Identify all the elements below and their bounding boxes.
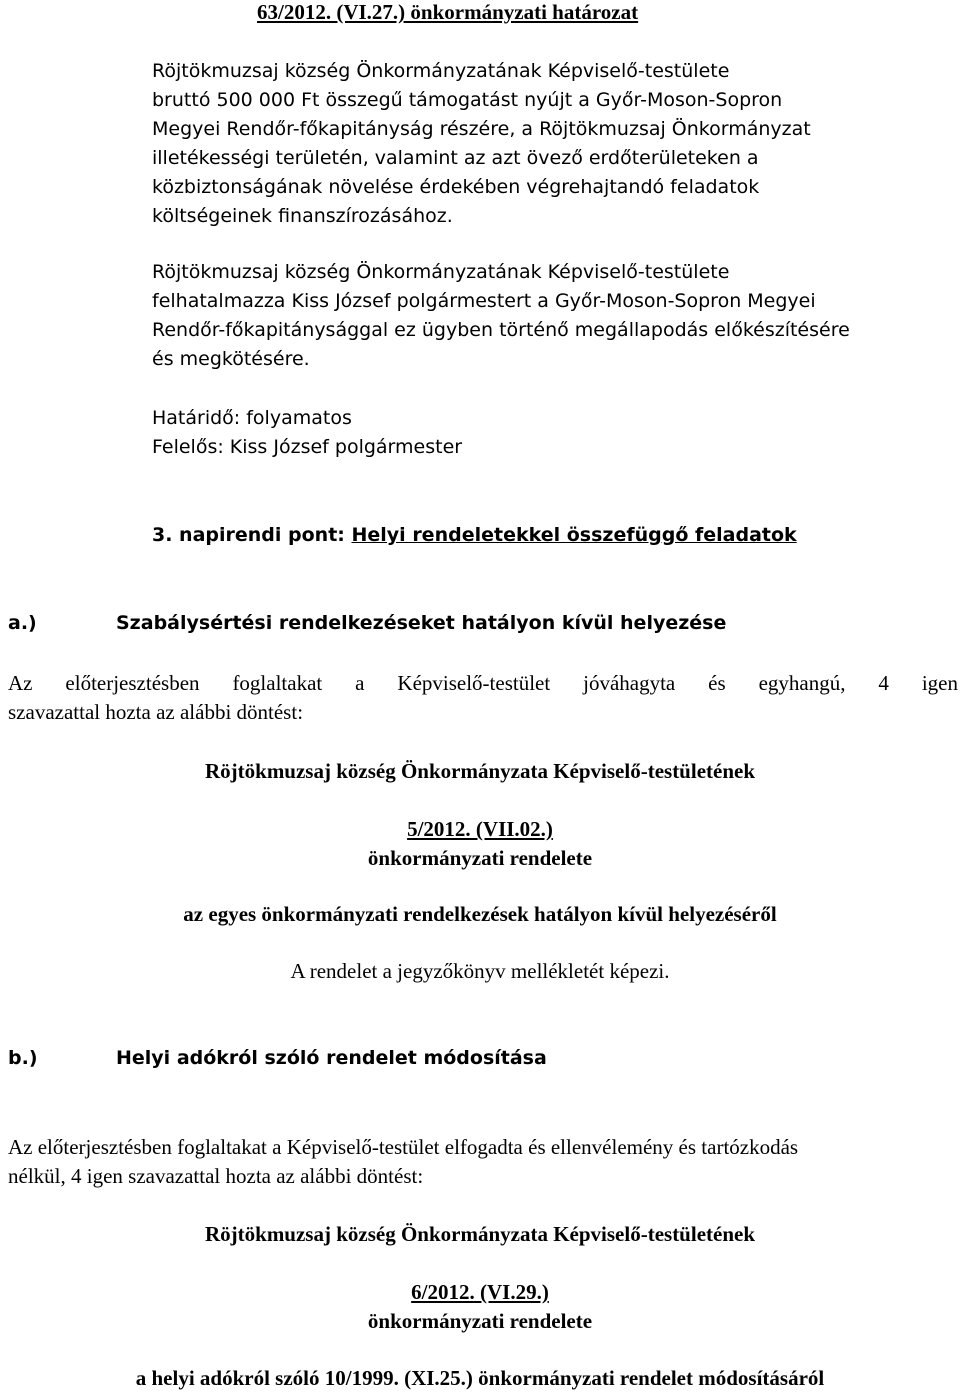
paragraph-line: felhatalmazza Kiss József polgármestert a Győr-Moson-Sopron Megyei: [152, 290, 816, 312]
paragraph-line: és megkötésére.: [152, 348, 310, 370]
section-b-heading: Helyi adókról szóló rendelet módosítása: [116, 1047, 547, 1069]
paragraph-line: illetékességi területén, valamint az azt övező erdőterületeken a: [152, 147, 759, 169]
section-a-body-line-2: szavazattal hozta az alábbi döntést:: [8, 700, 304, 724]
section-a-label: a.): [8, 612, 37, 634]
section-a-subject: az egyes önkormányzati rendelkezések hatályon kívül helyezéséről: [183, 902, 777, 926]
section-a-note: A rendelet a jegyzőkönyv mellékletét képezi.: [290, 959, 670, 983]
paragraph-line: Röjtökmuzsaj község Önkormányzatának Képviselő-testülete: [152, 261, 730, 283]
section-a-type: önkormányzati rendelete: [367, 846, 593, 870]
agenda-item: [152, 521, 797, 550]
responsible-line: Felelős: Kiss József polgármester: [152, 436, 463, 458]
section-b-label: b.): [8, 1047, 38, 1069]
paragraph-line: Megyei Rendőr-főkapitányság részére, a Röjtökmuzsaj Önkormányzat: [152, 118, 811, 140]
paragraph-line: Rendőr-főkapitánysággal ez ügyben történő megállapodás előkészítésére: [152, 319, 850, 341]
agenda-prefix: 3. napirendi pont:: [152, 524, 352, 546]
section-b-type: önkormányzati rendelete: [367, 1309, 593, 1333]
section-a-heading: Szabálysértési rendelkezéseket hatályon kívül helyezése: [116, 612, 727, 634]
deadline-line: Határidő: folyamatos: [152, 407, 352, 429]
section-b-number: 6/2012. (VI.29.): [411, 1280, 549, 1304]
deadline-responsible-block: [152, 404, 952, 462]
paragraph-line: költségeinek finanszírozásához.: [152, 205, 453, 227]
paragraph-line: Röjtökmuzsaj község Önkormányzatának Képviselő-testülete: [152, 60, 730, 82]
section-a-number: 5/2012. (VII.02.): [407, 817, 553, 841]
resolution-paragraph-2: [152, 258, 952, 374]
resolution-paragraph-1: [152, 57, 952, 231]
section-a-issuer: Röjtökmuzsaj község Önkormányzata Képviselő-testületének: [204, 759, 756, 783]
section-b-body-line-2: nélkül, 4 igen szavazattal hozta az alábbi döntést:: [8, 1164, 424, 1188]
section-b-subject: a helyi adókról szóló 10/1999. (XI.25.) önkormányzati rendelet módosításáról: [135, 1366, 825, 1390]
resolution-title: 63/2012. (VI.27.) önkormányzati határozat: [257, 0, 639, 24]
section-a-body-line-1: Az előterjesztésben foglaltakat a Képviselő-testület jóváhagyta és egyhangú, 4 igen: [8, 671, 958, 695]
section-b-body-line-1: Az előterjesztésben foglaltakat a Képviselő-testület elfogadta és ellenvélemény és tartózkodás: [8, 1135, 799, 1159]
section-b-issuer: Röjtökmuzsaj község Önkormányzata Képviselő-testületének: [204, 1222, 756, 1246]
paragraph-line: bruttó 500 000 Ft összegű támogatást nyújt a Győr-Moson-Sopron: [152, 89, 783, 111]
agenda-title: Helyi rendeletekkel összefüggő feladatok: [351, 524, 797, 546]
paragraph-line: közbiztonságának növelése érdekében végrehajtandó feladatok: [152, 176, 760, 198]
